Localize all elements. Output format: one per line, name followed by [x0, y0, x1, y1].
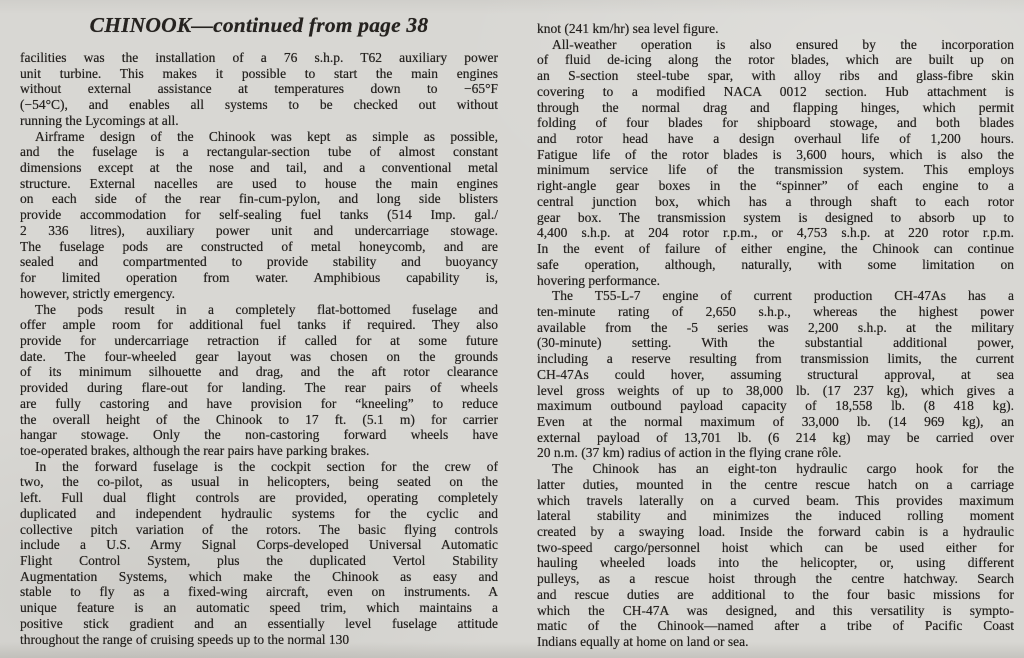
text-line: created by a swaying load. Inside the forward cabin is a hydraulic — [537, 524, 1014, 539]
text-line: and rotor head have a design overhaul life of 1,200 hours. — [537, 131, 1014, 147]
text-line: Indians equally at home on land or sea. — [537, 634, 749, 650]
text-line: unit turbine. This makes it possible to start the main engines — [20, 65, 498, 81]
text-line: The pods result in a completely flat-bottomed fuselage and — [35, 301, 498, 317]
text-line: of its minimum silhouette and drag, and the aft rotor clearance — [20, 364, 498, 380]
text-line: knot (241 km/hr) sea level figure. — [537, 21, 719, 36]
text-line: toe-operated brakes, although the rear pairs have parking brakes. — [20, 442, 370, 458]
text-line: facilities was the installation of a 76 s.h.p. T62 auxiliary power — [20, 50, 498, 65]
text-line: lateral stability and minimizes the induced rolling moment — [537, 508, 1014, 524]
text-line: safe operation, although, naturally, with some limitation on — [537, 256, 1014, 272]
text-line: level gross weights of up to 38,000 lb. (17 237 kg), which gives a — [537, 382, 1014, 398]
text-line: running the Lycomings at all. — [20, 112, 179, 128]
text-line: Augmentation Systems, which make the Chinook as easy and — [20, 568, 498, 584]
text-line: central junction box, which has a through shaft to each rotor — [537, 193, 1014, 209]
text-line: duplicated and independent hydraulic systems for the cyclic and — [20, 505, 498, 521]
text-line: minimum service life of the transmission system. This employs — [537, 162, 1014, 178]
text-line: positive stick gradient and an essentially level fuselage attitude — [20, 615, 498, 631]
text-line: include a U.S. Army Signal Corps-developed Universal Automatic — [20, 537, 498, 553]
text-line: and the fuselage is a rectangular-section tube of almost constant — [20, 144, 498, 160]
text-line: and rescue duties are additional to the four basic missions for — [537, 586, 1014, 602]
text-line: which the CH-47A was designed, and this versatility is sympto- — [537, 602, 1014, 618]
right-column-text — [537, 21, 1014, 650]
text-line: on each side of the rear fin-cum-pylon, and long side blisters — [20, 191, 498, 207]
text-line: pulleys, as a rescue hoist through the centre hatchway. Search — [537, 571, 1014, 587]
text-line: of fluid de-icing along the rotor blades, which are built up on — [537, 52, 1014, 68]
text-line: are fully castoring and have provision for “kneeling” to reduce — [20, 395, 498, 411]
text-line: without external assistance at temperatures down to −65°F — [20, 81, 498, 97]
text-line: hangar stowage. Only the non-castoring forward wheels have — [20, 427, 498, 443]
text-line: Fatigue life of the rotor blades is 3,600 hours, which is also the — [537, 146, 1014, 162]
text-line: In the forward fuselage is the cockpit section for the crew of — [35, 458, 498, 474]
text-line: for limited operation from water. Amphibious capability is, — [20, 270, 498, 286]
text-line: ten-minute rating of 2,650 s.h.p., whereas the highest power — [537, 303, 1014, 319]
text-line: folding of four blades for shipboard stowage, and both blades — [537, 115, 1014, 131]
text-line: maximum outbound payload capacity of 18,558 lb. (8 418 kg). — [537, 398, 1014, 414]
text-line: two-speed cargo/personnel hoist which can be used either for — [537, 539, 1014, 555]
text-line: In the event of failure of either engine, the Chinook can continue — [537, 241, 1014, 257]
text-line: Even at the normal maximum of 33,000 lb. (14 969 kg), an — [537, 413, 1014, 429]
text-line: however, strictly emergency. — [20, 285, 176, 301]
text-line: 4,400 s.h.p. at 204 rotor r.p.m., or 4,753 s.h.p. at 220 rotor r.p.m. — [537, 225, 1014, 241]
left-column-text — [20, 50, 498, 647]
text-line: The Chinook has an eight-ton hydraulic cargo hook for the — [552, 461, 1014, 477]
text-line: through the normal drag and flapping hinges, which permit — [537, 99, 1014, 115]
text-line: structure. External nacelles are used to house the main engines — [20, 175, 498, 191]
text-line: sealed and compartmented to provide stability and buoyancy — [20, 254, 498, 270]
text-line: left. Full dual flight controls are provided, operating completely — [20, 490, 498, 506]
article-continuation-header: CHINOOK—continued from page 38 — [89, 13, 429, 37]
text-line: The T55-L-7 engine of current production CH-47As has a — [552, 288, 1014, 304]
text-line: which travels laterally on a curved beam. This provides maximum — [537, 492, 1014, 508]
text-line: matic of the Chinook—named after a tribe of Pacific Coast — [537, 618, 1014, 634]
left-column — [20, 12, 498, 647]
text-line: (−54°C), and enables all systems to be checked out without — [20, 97, 498, 113]
right-column — [537, 21, 1014, 650]
text-line: stable to fly as a fixed-wing aircraft, even on instruments. A — [20, 584, 498, 600]
text-line: collective pitch variation of the rotors. The basic flying controls — [20, 521, 498, 537]
text-line: Flight Control System, plus the duplicated Vertol Stability — [20, 553, 498, 568]
text-line: The fuselage pods are constructed of metal honeycomb, and are — [20, 238, 498, 254]
text-line: All-weather operation is also ensured by the incorporation — [552, 36, 1014, 52]
text-line: two, the co-pilot, as usual in helicopters, being seated on the — [20, 474, 498, 490]
text-line: date. The four-wheeled gear layout was chosen on the grounds — [20, 348, 498, 364]
text-line: external payload of 13,701 lb. (6 214 kg) may be carried over — [537, 429, 1014, 445]
text-line: 2 336 litres), auxiliary power unit and undercarriage stowage. — [20, 222, 498, 238]
text-line: 20 n.m. (37 km) radius of action in the flying crane rôle. — [537, 445, 842, 461]
text-line: dimensions except at the nose and tail, and a conventional metal — [20, 160, 498, 176]
text-line: provide accommodation for self-sealing fuel tanks (514 Imp. gal./ — [20, 207, 498, 223]
text-line: offer ample room for additional fuel tanks if required. They also — [20, 317, 498, 333]
text-line: including a reserve resulting from transmission limits, the current — [537, 351, 1014, 367]
text-line: Airframe design of the Chinook was kept as simple as possible, — [35, 128, 498, 144]
text-line: the overall height of the Chinook to 17 ft. (5.1 m) for carrier — [20, 411, 498, 427]
text-line: (30-minute) setting. With the substantial additional power, — [537, 335, 1014, 351]
text-line: available from the -5 series was 2,200 s.h.p. at the military — [537, 319, 1014, 335]
text-line: an S-section steel-tube spar, with alloy ribs and glass-fibre skin — [537, 68, 1014, 84]
text-line: right-angle gear boxes in the “spinner” of each engine to a — [537, 178, 1014, 194]
text-line: gear box. The transmission system is designed to absorb up to — [537, 209, 1014, 225]
text-line: provided during flare-out for landing. The rear pairs of wheels — [20, 380, 498, 396]
text-line: hovering performance. — [537, 272, 660, 288]
text-line: provide for undercarriage retraction if called for at some future — [20, 332, 498, 348]
text-line: CH-47As could hover, assuming structural approval, at sea — [537, 366, 1014, 382]
text-line: covering to a modified NACA 0012 section. Hub attachment is — [537, 83, 1014, 99]
text-line: throughout the range of cruising speeds up to the normal 130 — [20, 631, 350, 647]
text-line: hauling wheeled loads into the helicopter, or, using different — [537, 555, 1014, 571]
text-line: unique feature is an automatic speed trim, which maintains a — [20, 600, 498, 616]
text-line: latter duties, mounted in the centre rescue hatch on a carriage — [537, 476, 1014, 492]
